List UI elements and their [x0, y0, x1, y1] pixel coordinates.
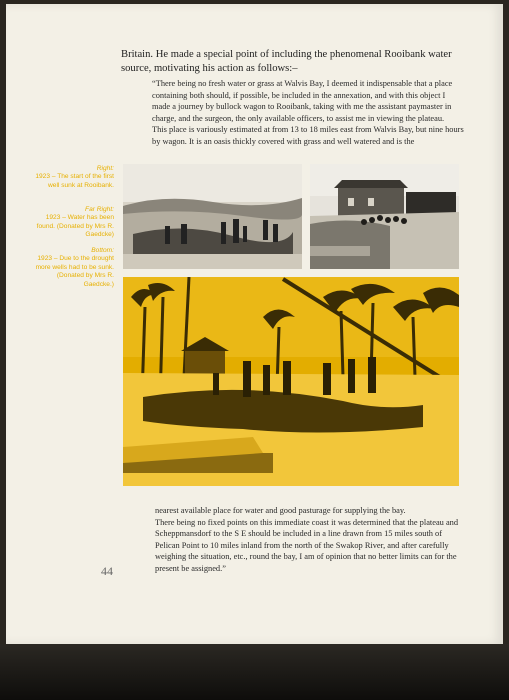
photo-drought-wells [123, 277, 459, 486]
caption-right [34, 165, 114, 190]
caption-bottom [34, 247, 114, 289]
quote-paragraph: This place is variously estimated at from 13 to 18 miles east from Walvis Bay, but nine hours by wagon. It is an oasis thickly covered with grass and well watered and is the [152, 125, 464, 146]
bottom-paragraph: nearest available place for water and good pasturage for supplying the bay. [155, 506, 406, 515]
photo-first-well [123, 164, 302, 269]
quote-paragraph: “There being no fresh water or grass at Walvis Bay, I deemed it indispensable that a place containing both should, if possible, be included in the annexation, and with this object I made a journey by bullock wagon to Rooibank, taking with me the assistant paymaster in charge, and the surgeon, the only available officers, to assist me in viewing the plateau. [152, 79, 453, 123]
caption-text: 1923 – Due to the drought more wells had to be sunk. (Donated by Mrs R. Gaedcke.) [35, 255, 114, 288]
caption-far-right [34, 206, 114, 240]
caption-text: 1923 – Water has been found. (Donated by Mrs R. Gaedcke) [36, 214, 114, 239]
quote-block [152, 78, 465, 148]
caption-text: 1923 – The start of the first well sunk at Rooibank. [35, 173, 114, 189]
photo-water-found [310, 164, 459, 269]
caption-label: Far Right: [85, 206, 114, 213]
page-number: 44 [101, 564, 113, 578]
bottom-text-block [155, 505, 465, 575]
caption-label: Right: [96, 165, 114, 172]
bottom-paragraph: There being no fixed points on this immediate coast it was determined that the plateau and Scheppmansdorf to the S E should be included in a line drawn from 15 miles south of Pelican Point to 10 miles inland from the north of the Swakop River, and after carefully weighing the situation, etc., round the bay, I am of opinion that no better limits can for the present be assigned.” [155, 517, 459, 573]
lead-paragraph: Britain. He made a special point of including the phenomenal Rooibank water source, motivating his action as follows:– [121, 49, 452, 74]
caption-label: Bottom: [91, 247, 114, 254]
page-shadow [0, 644, 509, 700]
